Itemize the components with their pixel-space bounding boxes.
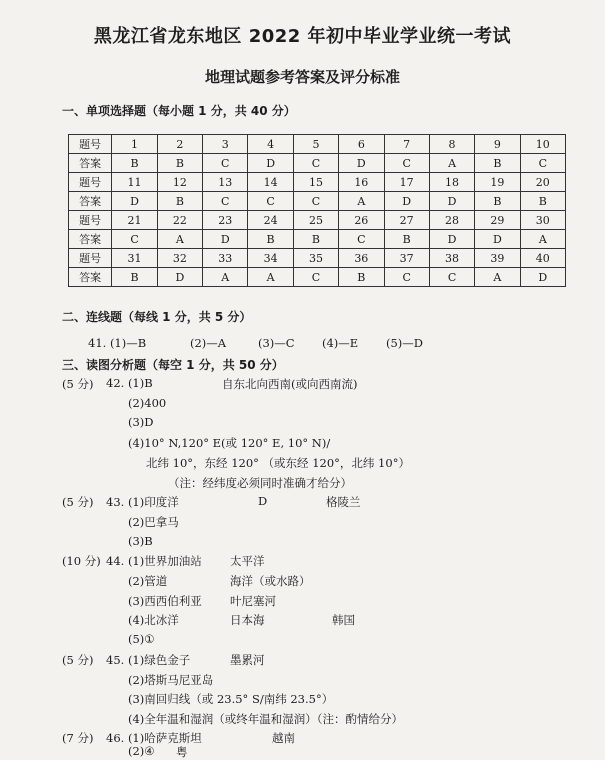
- row-label: 答案: [69, 230, 112, 249]
- table-cell: 18: [429, 173, 474, 192]
- q42-note: （注：经纬度必须同时准确才给分）: [168, 476, 352, 490]
- q45-line1-answer: 墨累河: [230, 653, 265, 667]
- q44-line2: (2)管道: [128, 574, 168, 588]
- table-cell: 13: [203, 173, 248, 192]
- table-cell: A: [475, 268, 520, 287]
- table-cell: B: [475, 192, 520, 211]
- q43-line2: (2)巴拿马: [128, 515, 179, 529]
- q43-line1-answer-b: D: [258, 494, 268, 508]
- q45-line2: (2)塔斯马尼亚岛: [128, 673, 214, 687]
- document-subtitle: 地理试题参考答案及评分标准: [204, 68, 400, 86]
- table-cell: C: [429, 268, 474, 287]
- table-cell: 12: [157, 173, 202, 192]
- table-cell: 30: [520, 211, 565, 230]
- table-cell: 38: [429, 249, 474, 268]
- q46-line1-answer: 越南: [272, 731, 295, 745]
- q41-item-4: (4)—E: [322, 336, 359, 350]
- table-cell: B: [520, 192, 565, 211]
- table-cell: D: [475, 230, 520, 249]
- table-cell: A: [203, 268, 248, 287]
- table-cell: A: [429, 154, 474, 173]
- q44-line5: (5)①: [128, 632, 155, 646]
- table-cell: 1: [112, 135, 157, 154]
- table-cell: 4: [248, 135, 293, 154]
- table-cell: C: [293, 192, 338, 211]
- q42-line2: (2)400: [128, 396, 167, 410]
- section2-heading: 二、连线题（每线 1 分，共 5 分）: [62, 310, 252, 324]
- q41-item-1: 41. (1)—B: [88, 336, 147, 350]
- table-cell: 31: [112, 249, 157, 268]
- q44-line4-answer-c: 韩国: [332, 613, 355, 627]
- row-label: 答案: [69, 268, 112, 287]
- row-label: 题号: [69, 173, 112, 192]
- row-label: 答案: [69, 154, 112, 173]
- table-cell: C: [339, 230, 384, 249]
- table-cell: 36: [339, 249, 384, 268]
- table-cell: 26: [339, 211, 384, 230]
- table-cell: 7: [384, 135, 429, 154]
- table-row: [69, 230, 566, 249]
- q42-line1-answer: 自东北向西南(或向西南流): [222, 377, 358, 391]
- table-cell: 5: [293, 135, 338, 154]
- table-cell: C: [203, 154, 248, 173]
- table-cell: C: [520, 154, 565, 173]
- table-cell: D: [203, 230, 248, 249]
- table-cell: C: [248, 192, 293, 211]
- table-cell: A: [520, 230, 565, 249]
- q44-line1: 44. (1)世界加油站: [106, 554, 202, 568]
- q45-line1: 45. (1)绿色金子: [106, 653, 191, 667]
- table-cell: D: [384, 192, 429, 211]
- q44-line1-answer: 太平洋: [230, 554, 265, 568]
- q46-line2-answer: 粤: [176, 745, 188, 759]
- table-cell: 14: [248, 173, 293, 192]
- table-cell: D: [339, 154, 384, 173]
- table-row: [69, 173, 566, 192]
- q45-line4: (4)全年温和湿润（或终年温和湿润）（注：酌情给分）: [128, 712, 404, 726]
- table-cell: C: [293, 268, 338, 287]
- table-cell: B: [112, 154, 157, 173]
- table-cell: 6: [339, 135, 384, 154]
- table-cell: D: [429, 230, 474, 249]
- table-cell: 8: [429, 135, 474, 154]
- table-cell: 24: [248, 211, 293, 230]
- table-cell: 17: [384, 173, 429, 192]
- table-cell: B: [384, 230, 429, 249]
- q41-item-2: (2)—A: [190, 336, 227, 350]
- table-cell: 33: [203, 249, 248, 268]
- q44-line4: (4)北冰洋: [128, 613, 179, 627]
- table-cell: 20: [520, 173, 565, 192]
- q45-score: (5 分): [62, 653, 94, 667]
- table-cell: 29: [475, 211, 520, 230]
- q44-line3: (3)西西伯利亚: [128, 594, 202, 608]
- table-cell: 15: [293, 173, 338, 192]
- table-cell: B: [248, 230, 293, 249]
- table-cell: C: [384, 268, 429, 287]
- table-cell: B: [157, 192, 202, 211]
- row-label: 题号: [69, 135, 112, 154]
- q46-score: (7 分): [62, 731, 94, 745]
- table-cell: C: [203, 192, 248, 211]
- table-cell: 10: [520, 135, 565, 154]
- q42-line5: 北纬 10°，东经 120° （或东经 120°，北纬 10°）: [146, 456, 410, 470]
- table-cell: D: [112, 192, 157, 211]
- q45-line3: (3)南回归线（或 23.5° S/南纬 23.5°）: [128, 692, 334, 706]
- q44-score: (10 分): [62, 554, 101, 568]
- q46-line2: (2)④: [128, 744, 155, 758]
- table-cell: 32: [157, 249, 202, 268]
- table-cell: C: [384, 154, 429, 173]
- table-cell: 11: [112, 173, 157, 192]
- table-cell: 16: [339, 173, 384, 192]
- table-cell: 25: [293, 211, 338, 230]
- row-label: 题号: [69, 211, 112, 230]
- table-cell: 3: [203, 135, 248, 154]
- table-cell: 40: [520, 249, 565, 268]
- document-title: 黑龙江省龙东地区 2022 年初中毕业学业统一考试: [93, 26, 512, 47]
- row-label: 答案: [69, 192, 112, 211]
- answer-table: [68, 134, 566, 287]
- table-row: [69, 249, 566, 268]
- table-cell: 35: [293, 249, 338, 268]
- section3-heading: 三、读图分析题（每空 1 分，共 50 分）: [62, 358, 284, 372]
- table-cell: 2: [157, 135, 202, 154]
- table-cell: C: [293, 154, 338, 173]
- table-cell: B: [293, 230, 338, 249]
- table-cell: A: [248, 268, 293, 287]
- table-cell: B: [475, 154, 520, 173]
- table-cell: 22: [157, 211, 202, 230]
- q46-line1: 46. (1)哈萨克斯坦: [106, 731, 202, 745]
- table-cell: B: [157, 154, 202, 173]
- q44-line3-answer: 叶尼塞河: [230, 594, 276, 608]
- table-cell: D: [157, 268, 202, 287]
- q43-line1: 43. (1)印度洋: [106, 495, 179, 509]
- table-cell: B: [339, 268, 384, 287]
- row-label: 题号: [69, 249, 112, 268]
- table-cell: D: [248, 154, 293, 173]
- q41-item-3: (3)—C: [258, 336, 295, 350]
- table-cell: 28: [429, 211, 474, 230]
- q43-score: (5 分): [62, 495, 94, 509]
- table-cell: 21: [112, 211, 157, 230]
- table-cell: 27: [384, 211, 429, 230]
- table-cell: A: [157, 230, 202, 249]
- q44-line2-answer: 海洋（或水路）: [230, 574, 311, 588]
- q42-score: (5 分): [62, 377, 94, 391]
- table-cell: 23: [203, 211, 248, 230]
- table-cell: 37: [384, 249, 429, 268]
- table-cell: A: [339, 192, 384, 211]
- table-cell: C: [112, 230, 157, 249]
- section1-heading: 一、单项选择题（每小题 1 分，共 40 分）: [62, 104, 296, 118]
- table-row: [69, 192, 566, 211]
- table-cell: 9: [475, 135, 520, 154]
- q41-item-5: (5)—D: [386, 336, 424, 350]
- table-row: [69, 268, 566, 287]
- table-cell: B: [112, 268, 157, 287]
- q42-line4: (4)10° N,120° E(或 120° E, 10° N)/: [128, 436, 331, 450]
- table-cell: 34: [248, 249, 293, 268]
- table-cell: D: [520, 268, 565, 287]
- table-row: [69, 154, 566, 173]
- q42-line3: (3)D: [128, 415, 154, 429]
- table-cell: 39: [475, 249, 520, 268]
- q44-line4-answer-b: 日本海: [230, 613, 265, 627]
- table-row: [69, 135, 566, 154]
- table-row: [69, 211, 566, 230]
- table-cell: 19: [475, 173, 520, 192]
- q42-line1: 42. (1)B: [106, 376, 153, 390]
- table-cell: D: [429, 192, 474, 211]
- q43-line3: (3)B: [128, 534, 153, 548]
- q43-line1-answer-c: 格陵兰: [326, 495, 361, 509]
